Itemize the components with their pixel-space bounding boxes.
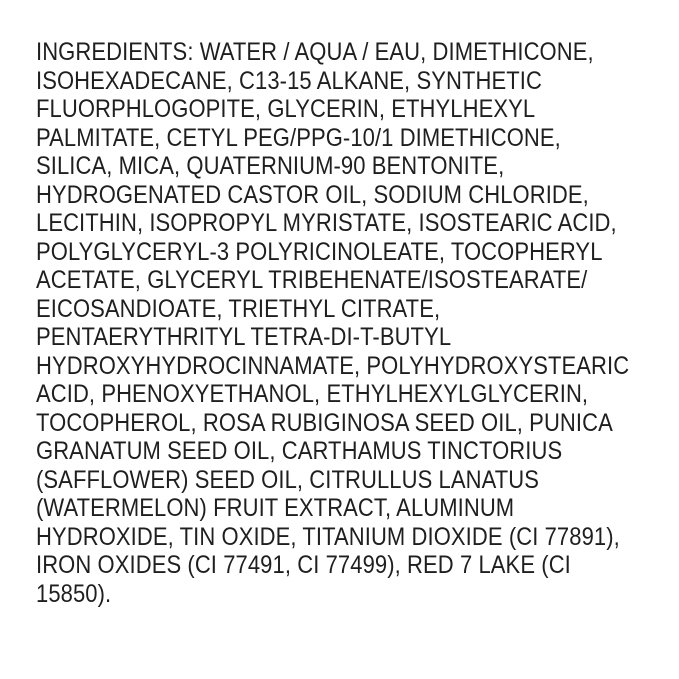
ingredients-line: EICOSANDIOATE, TRIETHYL CITRATE, bbox=[36, 294, 441, 323]
ingredients-line: POLYGLYCERYL-3 POLYRICINOLEATE, TOCOPHERYL bbox=[36, 237, 603, 266]
ingredients-line: ISOHEXADECANE, C13-15 ALKANE, SYNTHETIC bbox=[36, 66, 542, 95]
ingredients-line: LECITHIN, ISOPROPYL MYRISTATE, ISOSTEARIC ACID, bbox=[36, 209, 617, 237]
ingredients-line: HYDROXYHYDROCINNAMATE, POLYHYDROXYSTEARIC bbox=[36, 351, 630, 380]
ingredients-line: (SAFFLOWER) SEED OIL, CITRULLUS LANATUS bbox=[36, 465, 540, 494]
ingredients-line: HYDROXIDE, TIN OXIDE, TITANIUM DIOXIDE (CI 77891), bbox=[36, 522, 620, 551]
ingredients-line: GRANATUM SEED OIL, CARTHAMUS TINCTORIUS bbox=[36, 437, 563, 465]
ingredients-line: HYDROGENATED CASTOR OIL, SODIUM CHLORIDE, bbox=[36, 180, 589, 209]
ingredients-text bbox=[36, 38, 629, 608]
ingredients-line: PENTAERYTHRITYL TETRA-DI-T-BUTYL bbox=[36, 323, 452, 351]
ingredients-line: FLUORPHLOGOPITE, GLYCERIN, ETHYLHEXYL bbox=[36, 95, 536, 123]
ingredients-line: IRON OXIDES (CI 77491, CI 77499), RED 7 LAKE (CI bbox=[36, 551, 571, 579]
ingredients-line: PALMITATE, CETYL PEG/PPG-10/1 DIMETHICONE, bbox=[36, 123, 561, 152]
ingredients-line: (WATERMELON) FRUIT EXTRACT, ALUMINUM bbox=[36, 494, 515, 522]
ingredients-line: TOCOPHEROL, ROSA RUBIGINOSA SEED OIL, PUNICA bbox=[36, 408, 613, 437]
ingredients-line: ACETATE, GLYCERYL TRIBEHENATE/ISOSTEARATE/ bbox=[36, 266, 588, 294]
ingredients-line: SILICA, MICA, QUATERNIUM-90 BENTONITE, bbox=[36, 152, 505, 180]
ingredients-line: ACID, PHENOXYETHANOL, ETHYLHEXYLGLYCERIN, bbox=[36, 380, 589, 408]
ingredients-line: 15850). bbox=[36, 579, 112, 608]
ingredients-line: INGREDIENTS: WATER / AQUA / EAU, DIMETHICONE, bbox=[36, 38, 594, 66]
